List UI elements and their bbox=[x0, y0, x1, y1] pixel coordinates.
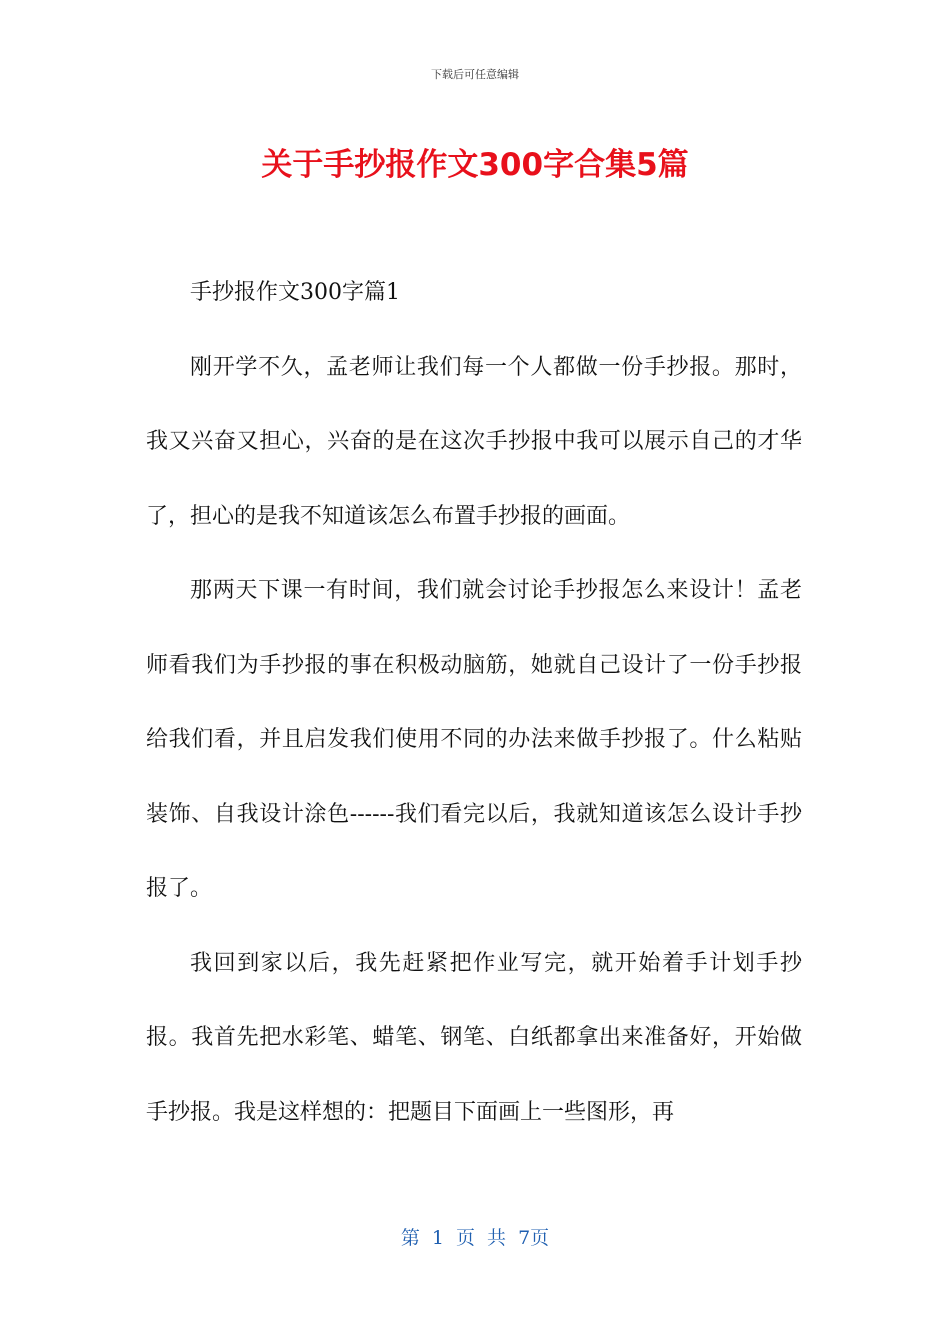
document-body bbox=[146, 256, 802, 1150]
section-heading: 手抄报作文300字篇1 bbox=[190, 280, 400, 305]
paragraph: 我回到家以后，我先赶紧把作业写完，就开始着手计划手抄报。我首先把水彩笔、蜡笔、钢笔、白纸都拿出来准备好，开始做手抄报。我是这样想的：把题目下面画上一些图形，再 bbox=[146, 950, 802, 1125]
header-note: 下载后可任意编辑 bbox=[431, 68, 519, 81]
paragraph: 那两天下课一有时间，我们就会讨论手抄报怎么来设计！孟老师看我们为手抄报的事在积极动脑筋，她就自己设计了一份手抄报给我们看，并且启发我们使用不同的办法来做手抄报了。什么粘贴装饰、自我设计涂色------我们看完以后，我就知道该怎么设计手抄报了。 bbox=[146, 578, 802, 901]
document-title: 关于手抄报作文300字合集5篇 bbox=[261, 147, 689, 183]
paragraph: 刚开学不久，孟老师让我们每一个人都做一份手抄报。那时，我又兴奋又担心，兴奋的是在这次手抄报中我可以展示自己的才华了，担心的是我不知道该怎么布置手抄报的画面。 bbox=[146, 354, 802, 529]
page-number-footer: 第 1 页 共 7页 bbox=[400, 1227, 550, 1249]
